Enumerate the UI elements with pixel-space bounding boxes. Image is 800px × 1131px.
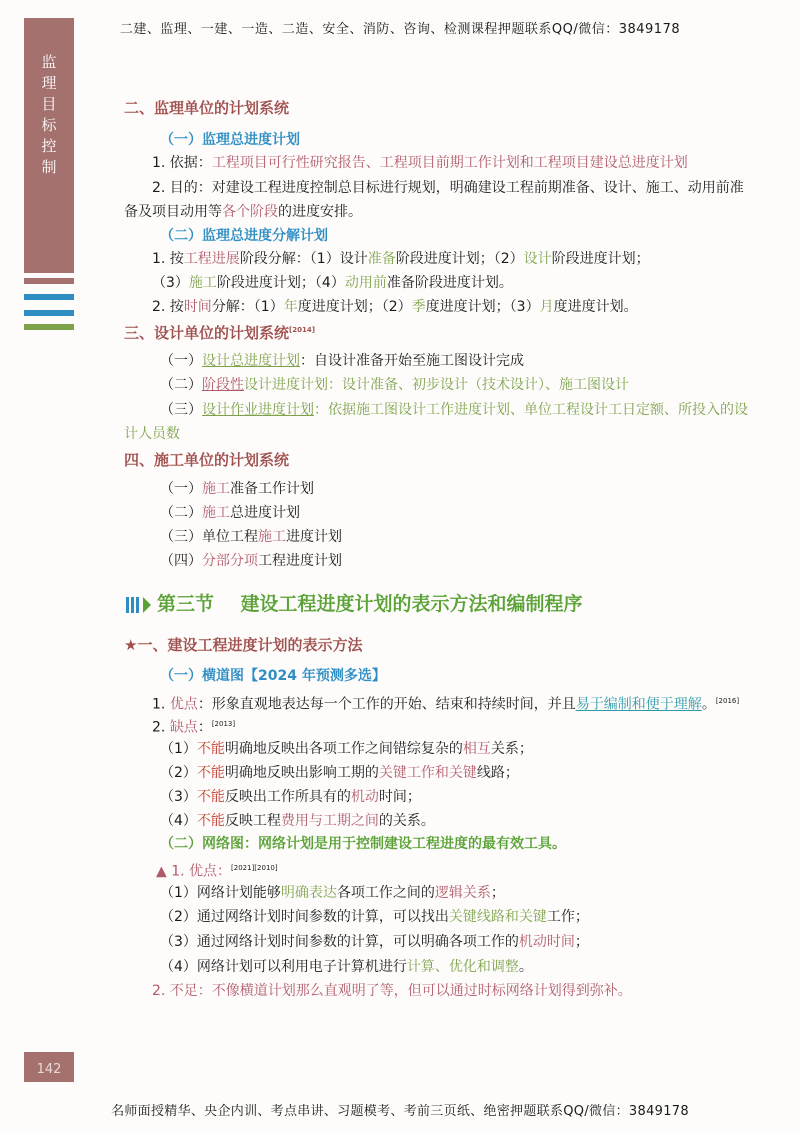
page-number: 142 xyxy=(24,1052,74,1082)
network-adv-item: （1）网络计划能够明确表达各项工作之间的逻辑关系； xyxy=(160,885,505,901)
sidebar-char: 理 xyxy=(41,74,57,92)
sidebar-stripe xyxy=(24,324,74,330)
decomp-line: 1. 按工程进展阶段分解：（1）设计准备阶段进度计划；（2）设计阶段进度计划； xyxy=(152,251,650,267)
gantt-advantage: 1. 优点：形象直观地表达每一个工作的开始、结束和持续时间，并且易于编制和便于理解。[2016] xyxy=(152,696,740,713)
gantt-dis-item: （1）不能明确地反映出各项工作之间错综复杂的相互关系； xyxy=(160,741,533,757)
sidebar-char: 监 xyxy=(41,53,57,71)
subheading-master-schedule: （一）监理总进度计划 xyxy=(160,132,300,148)
section-bars-icon xyxy=(126,592,151,618)
sidebar-char: 目 xyxy=(41,95,57,113)
gantt-dis-item: （3）不能反映出工作所具有的机动时间； xyxy=(160,789,421,805)
decomp-line: 2. 按时间分解：（1）年度进度计划；（2）季度进度计划；（3）月度进度计划。 xyxy=(152,299,638,315)
design-item: （一）设计总进度计划：自设计准备开始至施工图设计完成 xyxy=(160,353,524,369)
sidebar-char: 制 xyxy=(41,158,57,176)
construction-item: （二）施工总进度计划 xyxy=(160,505,300,521)
design-item: （二）阶段性设计进度计划：设计准备、初步设计（技术设计）、施工图设计 xyxy=(160,377,629,393)
construction-item: （三）单位工程施工进度计划 xyxy=(160,529,342,545)
sidebar-char: 控 xyxy=(41,137,57,155)
basis-line: 1. 依据：工程项目可行性研究报告、工程项目前期工作计划和工程项目建设总进度计划 xyxy=(152,155,688,171)
network-adv-item: （2）通过网络计划时间参数的计算，可以找出关键线路和关键工作； xyxy=(160,909,589,925)
subheading-decomposition: （二）监理总进度分解计划 xyxy=(160,228,328,244)
network-adv-item: （3）通过网络计划时间参数的计算，可以明确各项工作的机动时间； xyxy=(160,934,589,950)
gantt-dis-item: （4）不能反映工程费用与工期之间的关系。 xyxy=(160,813,435,829)
heading-representation: ★一、建设工程进度计划的表示方法 xyxy=(124,636,363,654)
heading-construction-plan: 四、施工单位的计划系统 xyxy=(124,451,290,469)
subheading-gantt: （一）横道图【2024 年预测多选】 xyxy=(160,668,386,684)
sidebar-tab xyxy=(24,18,74,273)
gantt-disadvantage: 2. 缺点：[2013] xyxy=(152,719,236,736)
page-footer: 名师面授精华、央企内训、考点串讲、习题模考、考前三页纸、绝密押题联系QQ/微信：3849178 xyxy=(111,1104,689,1119)
sidebar-stripe xyxy=(24,310,74,316)
gantt-dis-item: （2）不能明确地反映出影响工期的关键工作和关键线路； xyxy=(160,765,519,781)
network-adv-item: （4）网络计划可以利用电子计算机进行计算、优化和调整。 xyxy=(160,959,533,975)
design-item-cont: 计人员数 xyxy=(124,426,180,442)
purpose-line: 2. 目的：对建设工程进度控制总目标进行规划，明确建设工程前期准备、设计、施工、动用前准 xyxy=(152,180,744,196)
section-title: 第三节 建设工程进度计划的表示方法和编制程序 xyxy=(126,591,583,618)
subheading-network: （二）网络图：网络计划是用于控制建设工程进度的最有效工具。 xyxy=(160,836,566,852)
page-header: 二建、监理、一建、一造、二造、安全、消防、咨询、检测课程押题联系QQ/微信：3849178 xyxy=(119,22,681,37)
purpose-line-cont: 备及项目动用等各个阶段的进度安排。 xyxy=(124,204,362,220)
sidebar-stripe xyxy=(24,294,74,300)
design-item: （三）设计作业进度计划：依据施工图设计工作进度计划、单位工程设计工日定额、所投入的设 xyxy=(160,402,748,418)
network-shortcoming: 2. 不足：不像横道计划那么直观明了等，但可以通过时标网络计划得到弥补。 xyxy=(152,983,632,999)
sidebar-stripe xyxy=(24,278,74,284)
sidebar-char: 标 xyxy=(41,116,57,134)
heading-design-plan: 三、设计单位的计划系统[2014] xyxy=(124,324,315,342)
construction-item: （一）施工准备工作计划 xyxy=(160,481,314,497)
network-advantage: ▲ 1. 优点：[2021][2010] xyxy=(156,863,278,880)
construction-item: （四）分部分项工程进度计划 xyxy=(160,553,342,569)
heading-supervision-plan: 二、监理单位的计划系统 xyxy=(124,99,290,117)
decomp-line: （3）施工阶段进度计划；（4）动用前准备阶段进度计划。 xyxy=(152,275,513,291)
